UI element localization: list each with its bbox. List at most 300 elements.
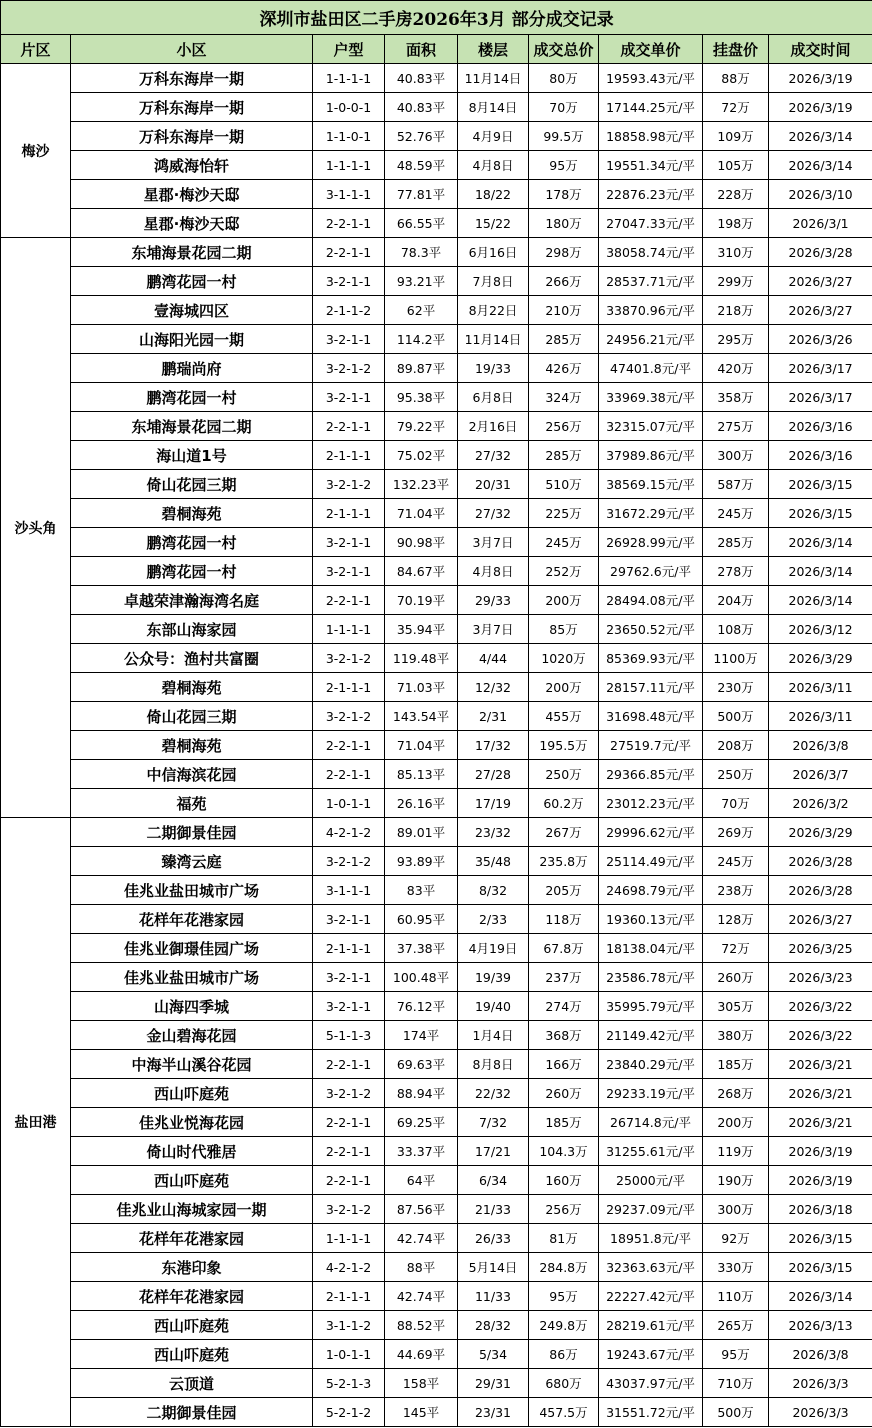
unit-price-cell: 23586.78元/平 — [599, 963, 703, 992]
community-cell: 鹏湾花园一村 — [71, 383, 313, 412]
deal-date-cell: 2026/3/15 — [769, 499, 872, 528]
community-cell: 佳兆业盐田城市广场 — [71, 963, 313, 992]
listing-price-cell: 72万 — [703, 93, 769, 122]
listing-price-cell: 128万 — [703, 905, 769, 934]
layout-cell: 1-1-1-1 — [313, 64, 385, 93]
listing-price-cell: 268万 — [703, 1079, 769, 1108]
total-price-cell: 252万 — [529, 557, 599, 586]
deal-date-cell: 2026/3/19 — [769, 1166, 872, 1195]
layout-cell: 2-2-1-1 — [313, 1108, 385, 1137]
area-cell: 89.87平 — [385, 354, 458, 383]
floor-cell: 2/33 — [458, 905, 529, 934]
floor-cell: 4/44 — [458, 644, 529, 673]
table-row — [1, 93, 872, 122]
total-price-cell: 455万 — [529, 702, 599, 731]
unit-price-cell: 35995.79元/平 — [599, 992, 703, 1021]
unit-price-cell: 22227.42元/平 — [599, 1282, 703, 1311]
area-cell: 90.98平 — [385, 528, 458, 557]
unit-price-cell: 19593.43元/平 — [599, 64, 703, 93]
community-cell: 花样年花港家园 — [71, 905, 313, 934]
deal-date-cell: 2026/3/14 — [769, 1282, 872, 1311]
layout-cell: 2-1-1-1 — [313, 673, 385, 702]
table-row — [1, 673, 872, 702]
floor-cell: 4月8日 — [458, 151, 529, 180]
total-price-cell: 285万 — [529, 325, 599, 354]
total-price-cell: 249.8万 — [529, 1311, 599, 1340]
unit-price-cell: 19243.67元/平 — [599, 1340, 703, 1369]
unit-price-cell: 33969.38元/平 — [599, 383, 703, 412]
listing-price-cell: 285万 — [703, 528, 769, 557]
listing-price-cell: 92万 — [703, 1224, 769, 1253]
total-price-cell: 235.8万 — [529, 847, 599, 876]
table-row — [1, 615, 872, 644]
unit-price-cell: 29996.62元/平 — [599, 818, 703, 847]
unit-price-cell: 17144.25元/平 — [599, 93, 703, 122]
total-price-cell: 368万 — [529, 1021, 599, 1050]
unit-price-cell: 25114.49元/平 — [599, 847, 703, 876]
layout-cell: 2-2-1-1 — [313, 1137, 385, 1166]
floor-cell: 12/32 — [458, 673, 529, 702]
table-row — [1, 702, 872, 731]
deal-date-cell: 2026/3/14 — [769, 557, 872, 586]
community-cell: 山海阳光园一期 — [71, 325, 313, 354]
area-cell: 71.04平 — [385, 499, 458, 528]
total-price-cell: 274万 — [529, 992, 599, 1021]
listing-price-cell: 218万 — [703, 296, 769, 325]
community-cell: 碧桐海苑 — [71, 731, 313, 760]
deal-date-cell: 2026/3/28 — [769, 847, 872, 876]
layout-cell: 3-1-1-2 — [313, 1311, 385, 1340]
total-price-cell: 260万 — [529, 1079, 599, 1108]
community-cell: 花样年花港家园 — [71, 1224, 313, 1253]
floor-cell: 18/22 — [458, 180, 529, 209]
layout-cell: 5-1-1-3 — [313, 1021, 385, 1050]
table-row — [1, 209, 872, 238]
table-row — [1, 1137, 872, 1166]
layout-cell: 3-2-1-1 — [313, 267, 385, 296]
header-deal-date: 成交时间 — [769, 35, 872, 64]
floor-cell: 20/31 — [458, 470, 529, 499]
unit-price-cell: 29762.6元/平 — [599, 557, 703, 586]
listing-price-cell: 710万 — [703, 1369, 769, 1398]
community-cell: 西山吓庭苑 — [71, 1079, 313, 1108]
total-price-cell: 426万 — [529, 354, 599, 383]
table-row — [1, 1398, 872, 1427]
deal-date-cell: 2026/3/1 — [769, 209, 872, 238]
table-row — [1, 499, 872, 528]
floor-cell: 11月14日 — [458, 64, 529, 93]
community-cell: 万科东海岸一期 — [71, 93, 313, 122]
unit-price-cell: 32315.07元/平 — [599, 412, 703, 441]
floor-cell: 23/31 — [458, 1398, 529, 1427]
table-row — [1, 238, 872, 267]
floor-cell: 2/31 — [458, 702, 529, 731]
deal-date-cell: 2026/3/18 — [769, 1195, 872, 1224]
floor-cell: 19/33 — [458, 354, 529, 383]
layout-cell: 2-2-1-1 — [313, 731, 385, 760]
area-cell: 114.2平 — [385, 325, 458, 354]
deal-date-cell: 2026/3/16 — [769, 412, 872, 441]
community-cell: 佳兆业悦海花园 — [71, 1108, 313, 1137]
table-row — [1, 1050, 872, 1079]
unit-price-cell: 29233.19元/平 — [599, 1079, 703, 1108]
header-district: 片区 — [1, 35, 71, 64]
floor-cell: 4月9日 — [458, 122, 529, 151]
deal-date-cell: 2026/3/14 — [769, 151, 872, 180]
community-cell: 二期御景佳园 — [71, 1398, 313, 1427]
deal-date-cell: 2026/3/25 — [769, 934, 872, 963]
total-price-cell: 99.5万 — [529, 122, 599, 151]
total-price-cell: 205万 — [529, 876, 599, 905]
unit-price-cell: 25000元/平 — [599, 1166, 703, 1195]
listing-price-cell: 72万 — [703, 934, 769, 963]
unit-price-cell: 24956.21元/平 — [599, 325, 703, 354]
floor-cell: 8月22日 — [458, 296, 529, 325]
floor-cell: 6月8日 — [458, 383, 529, 412]
listing-price-cell: 269万 — [703, 818, 769, 847]
listing-price-cell: 300万 — [703, 1195, 769, 1224]
deal-date-cell: 2026/3/11 — [769, 702, 872, 731]
total-price-cell: 245万 — [529, 528, 599, 557]
area-cell: 79.22平 — [385, 412, 458, 441]
floor-cell: 2月16日 — [458, 412, 529, 441]
listing-price-cell: 358万 — [703, 383, 769, 412]
header-area: 面积 — [385, 35, 458, 64]
community-cell: 中信海滨花园 — [71, 760, 313, 789]
area-cell: 69.25平 — [385, 1108, 458, 1137]
community-cell: 倚山时代雅居 — [71, 1137, 313, 1166]
layout-cell: 1-0-0-1 — [313, 93, 385, 122]
listing-price-cell: 250万 — [703, 760, 769, 789]
deal-date-cell: 2026/3/15 — [769, 1253, 872, 1282]
deal-date-cell: 2026/3/28 — [769, 238, 872, 267]
floor-cell: 11/33 — [458, 1282, 529, 1311]
total-price-cell: 160万 — [529, 1166, 599, 1195]
layout-cell: 3-2-1-1 — [313, 383, 385, 412]
area-cell: 93.21平 — [385, 267, 458, 296]
listing-price-cell: 330万 — [703, 1253, 769, 1282]
area-cell: 95.38平 — [385, 383, 458, 412]
table-row — [1, 1340, 872, 1369]
total-price-cell: 285万 — [529, 441, 599, 470]
area-cell: 78.3平 — [385, 238, 458, 267]
layout-cell: 3-2-1-1 — [313, 905, 385, 934]
table-row — [1, 180, 872, 209]
floor-cell: 23/32 — [458, 818, 529, 847]
deal-date-cell: 2026/3/29 — [769, 644, 872, 673]
listing-price-cell: 190万 — [703, 1166, 769, 1195]
community-cell: 东埔海景花园二期 — [71, 412, 313, 441]
area-cell: 174平 — [385, 1021, 458, 1050]
table-row — [1, 586, 872, 615]
floor-cell: 29/33 — [458, 586, 529, 615]
floor-cell: 3月7日 — [458, 615, 529, 644]
listing-price-cell: 299万 — [703, 267, 769, 296]
unit-price-cell: 28157.11元/平 — [599, 673, 703, 702]
deal-date-cell: 2026/3/14 — [769, 528, 872, 557]
layout-cell: 3-2-1-2 — [313, 702, 385, 731]
layout-cell: 3-2-1-2 — [313, 644, 385, 673]
community-cell: 鸿威海怡轩 — [71, 151, 313, 180]
deal-date-cell: 2026/3/22 — [769, 1021, 872, 1050]
area-cell: 33.37平 — [385, 1137, 458, 1166]
total-price-cell: 178万 — [529, 180, 599, 209]
layout-cell: 2-1-1-1 — [313, 1282, 385, 1311]
header-community: 小区 — [71, 35, 313, 64]
deal-date-cell: 2026/3/17 — [769, 383, 872, 412]
floor-cell: 21/33 — [458, 1195, 529, 1224]
listing-price-cell: 228万 — [703, 180, 769, 209]
floor-cell: 28/32 — [458, 1311, 529, 1340]
listing-price-cell: 1100万 — [703, 644, 769, 673]
deal-date-cell: 2026/3/7 — [769, 760, 872, 789]
total-price-cell: 104.3万 — [529, 1137, 599, 1166]
area-cell: 62平 — [385, 296, 458, 325]
layout-cell: 1-1-0-1 — [313, 122, 385, 151]
layout-cell: 2-2-1-1 — [313, 1166, 385, 1195]
listing-price-cell: 587万 — [703, 470, 769, 499]
area-cell: 83平 — [385, 876, 458, 905]
listing-price-cell: 260万 — [703, 963, 769, 992]
floor-cell: 27/32 — [458, 441, 529, 470]
community-cell: 鹏湾花园一村 — [71, 267, 313, 296]
total-price-cell: 510万 — [529, 470, 599, 499]
area-cell: 44.69平 — [385, 1340, 458, 1369]
area-cell: 85.13平 — [385, 760, 458, 789]
community-cell: 中海半山溪谷花园 — [71, 1050, 313, 1079]
floor-cell: 8月14日 — [458, 93, 529, 122]
floor-cell: 7/32 — [458, 1108, 529, 1137]
deal-date-cell: 2026/3/3 — [769, 1398, 872, 1427]
floor-cell: 17/21 — [458, 1137, 529, 1166]
community-cell: 云顶道 — [71, 1369, 313, 1398]
community-cell: 花样年花港家园 — [71, 1282, 313, 1311]
listing-price-cell: 110万 — [703, 1282, 769, 1311]
deal-date-cell: 2026/3/21 — [769, 1108, 872, 1137]
floor-cell: 3月7日 — [458, 528, 529, 557]
deal-date-cell: 2026/3/15 — [769, 470, 872, 499]
table-row — [1, 1369, 872, 1398]
total-price-cell: 210万 — [529, 296, 599, 325]
floor-cell: 35/48 — [458, 847, 529, 876]
community-cell: 碧桐海苑 — [71, 673, 313, 702]
area-cell: 132.23平 — [385, 470, 458, 499]
listing-price-cell: 265万 — [703, 1311, 769, 1340]
table-title: 深圳市盐田区二手房2026年3月 部分成交记录 — [1, 1, 872, 35]
table-row — [1, 992, 872, 1021]
deal-date-cell: 2026/3/13 — [769, 1311, 872, 1340]
floor-cell: 27/28 — [458, 760, 529, 789]
layout-cell: 3-2-1-2 — [313, 470, 385, 499]
unit-price-cell: 19360.13元/平 — [599, 905, 703, 934]
total-price-cell: 200万 — [529, 586, 599, 615]
floor-cell: 22/32 — [458, 1079, 529, 1108]
header-total-price: 成交总价 — [529, 35, 599, 64]
layout-cell: 2-1-1-1 — [313, 441, 385, 470]
deal-date-cell: 2026/3/21 — [769, 1079, 872, 1108]
total-price-cell: 86万 — [529, 1340, 599, 1369]
community-cell: 海山道1号 — [71, 441, 313, 470]
deal-date-cell: 2026/3/22 — [769, 992, 872, 1021]
area-cell: 42.74平 — [385, 1282, 458, 1311]
area-cell: 88.52平 — [385, 1311, 458, 1340]
total-price-cell: 237万 — [529, 963, 599, 992]
header-unit-price: 成交单价 — [599, 35, 703, 64]
community-cell: 佳兆业盐田城市广场 — [71, 876, 313, 905]
area-cell: 48.59平 — [385, 151, 458, 180]
table-row — [1, 528, 872, 557]
listing-price-cell: 500万 — [703, 702, 769, 731]
table-row — [1, 296, 872, 325]
total-price-cell: 95万 — [529, 1282, 599, 1311]
unit-price-cell: 22876.23元/平 — [599, 180, 703, 209]
area-cell: 64平 — [385, 1166, 458, 1195]
deal-date-cell: 2026/3/11 — [769, 673, 872, 702]
unit-price-cell: 27047.33元/平 — [599, 209, 703, 238]
layout-cell: 5-2-1-2 — [313, 1398, 385, 1427]
total-price-cell: 195.5万 — [529, 731, 599, 760]
unit-price-cell: 18138.04元/平 — [599, 934, 703, 963]
area-cell: 71.04平 — [385, 731, 458, 760]
area-cell: 76.12平 — [385, 992, 458, 1021]
listing-price-cell: 185万 — [703, 1050, 769, 1079]
area-cell: 26.16平 — [385, 789, 458, 818]
unit-price-cell: 29237.09元/平 — [599, 1195, 703, 1224]
table-row — [1, 470, 872, 499]
total-price-cell: 166万 — [529, 1050, 599, 1079]
community-cell: 西山吓庭苑 — [71, 1311, 313, 1340]
community-cell: 星郡·梅沙天邸 — [71, 180, 313, 209]
unit-price-cell: 43037.97元/平 — [599, 1369, 703, 1398]
total-price-cell: 185万 — [529, 1108, 599, 1137]
community-cell: 东埔海景花园二期 — [71, 238, 313, 267]
community-cell: 佳兆业山海城家园一期 — [71, 1195, 313, 1224]
unit-price-cell: 32363.63元/平 — [599, 1253, 703, 1282]
deal-date-cell: 2026/3/8 — [769, 1340, 872, 1369]
layout-cell: 5-2-1-3 — [313, 1369, 385, 1398]
area-cell: 158平 — [385, 1369, 458, 1398]
unit-price-cell: 47401.8元/平 — [599, 354, 703, 383]
area-cell: 145平 — [385, 1398, 458, 1427]
table-row — [1, 151, 872, 180]
community-cell: 臻湾云庭 — [71, 847, 313, 876]
listing-price-cell: 300万 — [703, 441, 769, 470]
total-price-cell: 67.8万 — [529, 934, 599, 963]
unit-price-cell: 19551.34元/平 — [599, 151, 703, 180]
district-cell: 盐田港 — [1, 818, 71, 1427]
listing-price-cell: 200万 — [703, 1108, 769, 1137]
table-row — [1, 441, 872, 470]
community-cell: 西山吓庭苑 — [71, 1340, 313, 1369]
total-price-cell: 680万 — [529, 1369, 599, 1398]
unit-price-cell: 26714.8元/平 — [599, 1108, 703, 1137]
listing-price-cell: 310万 — [703, 238, 769, 267]
listing-price-cell: 380万 — [703, 1021, 769, 1050]
table-row — [1, 557, 872, 586]
listing-price-cell: 295万 — [703, 325, 769, 354]
table-row — [1, 383, 872, 412]
layout-cell: 1-0-1-1 — [313, 1340, 385, 1369]
community-cell: 碧桐海苑 — [71, 499, 313, 528]
deal-date-cell: 2026/3/8 — [769, 731, 872, 760]
area-cell: 37.38平 — [385, 934, 458, 963]
total-price-cell: 95万 — [529, 151, 599, 180]
unit-price-cell: 23012.23元/平 — [599, 789, 703, 818]
layout-cell: 1-1-1-1 — [313, 1224, 385, 1253]
layout-cell: 3-2-1-1 — [313, 992, 385, 1021]
floor-cell: 5月14日 — [458, 1253, 529, 1282]
area-cell: 69.63平 — [385, 1050, 458, 1079]
listing-price-cell: 245万 — [703, 499, 769, 528]
deal-date-cell: 2026/3/16 — [769, 441, 872, 470]
floor-cell: 29/31 — [458, 1369, 529, 1398]
total-price-cell: 284.8万 — [529, 1253, 599, 1282]
community-cell: 鹏湾花园一村 — [71, 557, 313, 586]
layout-cell: 3-2-1-2 — [313, 1195, 385, 1224]
table-row — [1, 354, 872, 383]
layout-cell: 2-2-1-1 — [313, 1050, 385, 1079]
deal-date-cell: 2026/3/15 — [769, 1224, 872, 1253]
community-cell: 星郡·梅沙天邸 — [71, 209, 313, 238]
community-cell: 西山吓庭苑 — [71, 1166, 313, 1195]
unit-price-cell: 29366.85元/平 — [599, 760, 703, 789]
floor-cell: 6月16日 — [458, 238, 529, 267]
listing-price-cell: 208万 — [703, 731, 769, 760]
community-cell: 倚山花园三期 — [71, 702, 313, 731]
area-cell: 52.76平 — [385, 122, 458, 151]
listing-price-cell: 108万 — [703, 615, 769, 644]
deal-date-cell: 2026/3/3 — [769, 1369, 872, 1398]
listing-price-cell: 70万 — [703, 789, 769, 818]
unit-price-cell: 38058.74元/平 — [599, 238, 703, 267]
listing-price-cell: 245万 — [703, 847, 769, 876]
layout-cell: 2-2-1-1 — [313, 586, 385, 615]
listing-price-cell: 119万 — [703, 1137, 769, 1166]
layout-cell: 3-2-1-1 — [313, 557, 385, 586]
header-listing-price: 挂盘价 — [703, 35, 769, 64]
layout-cell: 1-0-1-1 — [313, 789, 385, 818]
listing-price-cell: 105万 — [703, 151, 769, 180]
deal-date-cell: 2026/3/2 — [769, 789, 872, 818]
deal-date-cell: 2026/3/27 — [769, 905, 872, 934]
deal-date-cell: 2026/3/21 — [769, 1050, 872, 1079]
layout-cell: 1-1-1-1 — [313, 615, 385, 644]
deal-date-cell: 2026/3/14 — [769, 586, 872, 615]
community-cell: 公众号：渔村共富圈 — [71, 644, 313, 673]
layout-cell: 2-2-1-1 — [313, 238, 385, 267]
community-cell: 佳兆业御璟佳园广场 — [71, 934, 313, 963]
floor-cell: 11月14日 — [458, 325, 529, 354]
layout-cell: 3-2-1-1 — [313, 963, 385, 992]
layout-cell: 3-1-1-1 — [313, 876, 385, 905]
total-price-cell: 256万 — [529, 1195, 599, 1224]
unit-price-cell: 28494.08元/平 — [599, 586, 703, 615]
table-row — [1, 876, 872, 905]
community-cell: 鹏瑞尚府 — [71, 354, 313, 383]
deal-date-cell: 2026/3/28 — [769, 876, 872, 905]
community-cell: 东部山海家园 — [71, 615, 313, 644]
unit-price-cell: 28537.71元/平 — [599, 267, 703, 296]
area-cell: 75.02平 — [385, 441, 458, 470]
table-body — [1, 64, 872, 1427]
unit-price-cell: 18951.8元/平 — [599, 1224, 703, 1253]
community-cell: 金山碧海花园 — [71, 1021, 313, 1050]
unit-price-cell: 18858.98元/平 — [599, 122, 703, 151]
area-cell: 40.83平 — [385, 64, 458, 93]
unit-price-cell: 31698.48元/平 — [599, 702, 703, 731]
district-cell: 梅沙 — [1, 64, 71, 238]
listing-price-cell: 305万 — [703, 992, 769, 1021]
